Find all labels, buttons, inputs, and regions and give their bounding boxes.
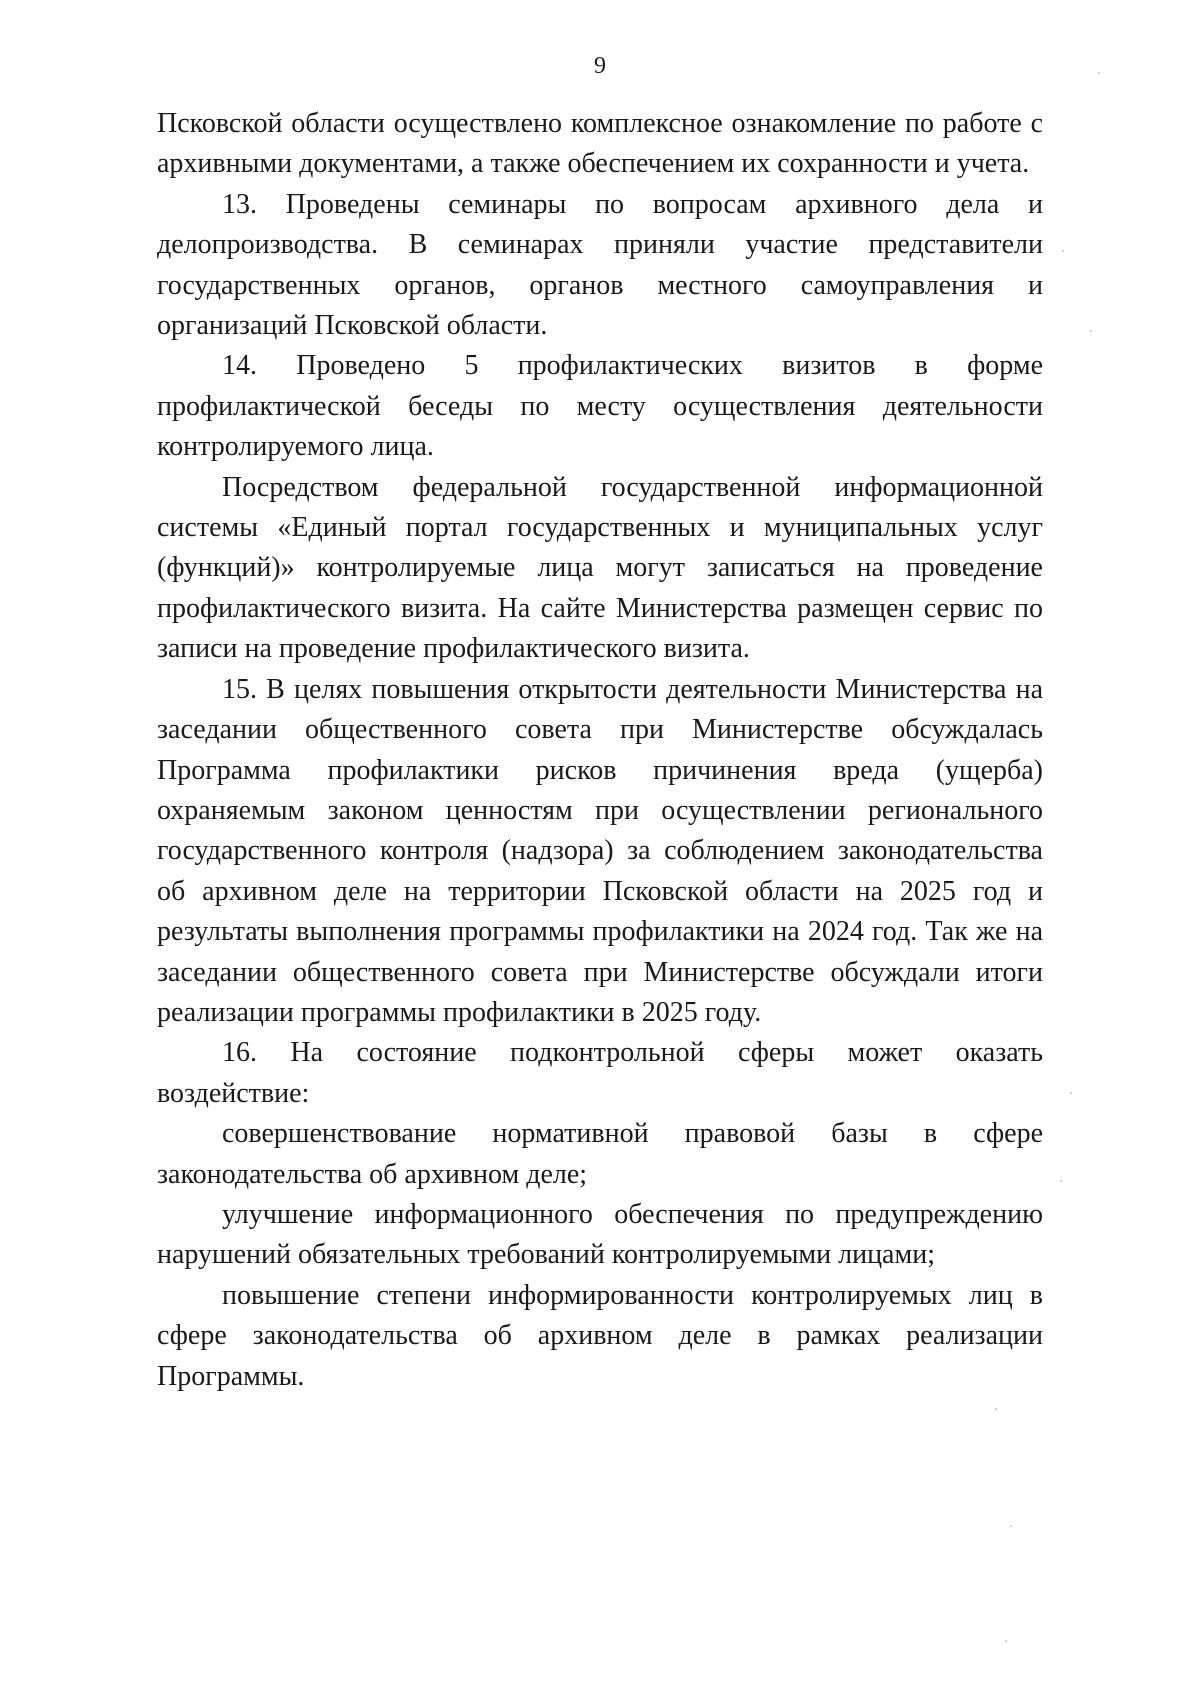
paragraph-continuation: Псковской области осуществлено комплексное ознакомление по работе с архивными документами, а также обеспечением их сохранности и учета.	[157, 108, 1043, 180]
document-body	[157, 104, 1043, 1397]
paragraph-gosuslugi: Посредством федеральной государственной информационной системы «Единый портал государственных и муниципальных услуг (функций)» контролируемые лица могут записаться на проведение профилактического визита. На сайте Министерства размещен сервис по записи на проведение профилактического визита.	[157, 471, 1043, 665]
paragraph-item-16: 16. На состояние подконтрольной сферы может оказать воздействие:	[157, 1037, 1043, 1109]
page-number: 9	[594, 53, 606, 79]
scan-speck	[1005, 1640, 1007, 1642]
list-item-regulatory-base: совершенствование нормативной правовой базы в сфере законодательства об архивном деле;	[157, 1118, 1043, 1190]
scan-speck	[995, 1408, 997, 1410]
paragraph-item-15: 15. В целях повышения открытости деятельности Министерства на заседании общественного совета при Министерстве обсуждалась Программа профилактики рисков причинения вреда (ущерба) охраняемым законом ценностям при осуществлении регионального государственного контроля (надзора) за соблюдением законодательства об архивном деле на территории Псковской области на 2025 год и результаты выполнения программы профилактики на 2024 год. Так же на заседании общественного совета при Министерстве обсуждали итоги реализации программы профилактики в 2025 году.	[157, 673, 1043, 1028]
scan-speck	[1010, 1525, 1012, 1527]
list-item-awareness: повышение степени информированности контролируемых лиц в сфере законодательства об архивном деле в рамках реализации Программы.	[157, 1279, 1043, 1392]
scan-speck	[1098, 72, 1100, 74]
scan-speck	[1070, 1092, 1072, 1094]
paragraph-item-14: 14. Проведено 5 профилактических визитов в форме профилактической беседы по месту осуществления деятельности контролируемого лица.	[157, 350, 1043, 463]
paragraph-item-13: 13. Проведены семинары по вопросам архивного дела и делопроизводства. В семинарах приняли участие представители государственных органов, органов местного самоуправления и организаций Псковской области.	[157, 188, 1043, 342]
list-item-information-support: улучшение информационного обеспечения по предупреждению нарушений обязательных требований контролируемыми лицами;	[157, 1198, 1043, 1271]
scan-speck	[1090, 330, 1092, 332]
scan-speck	[1062, 250, 1064, 252]
scan-speck	[1060, 1180, 1062, 1182]
